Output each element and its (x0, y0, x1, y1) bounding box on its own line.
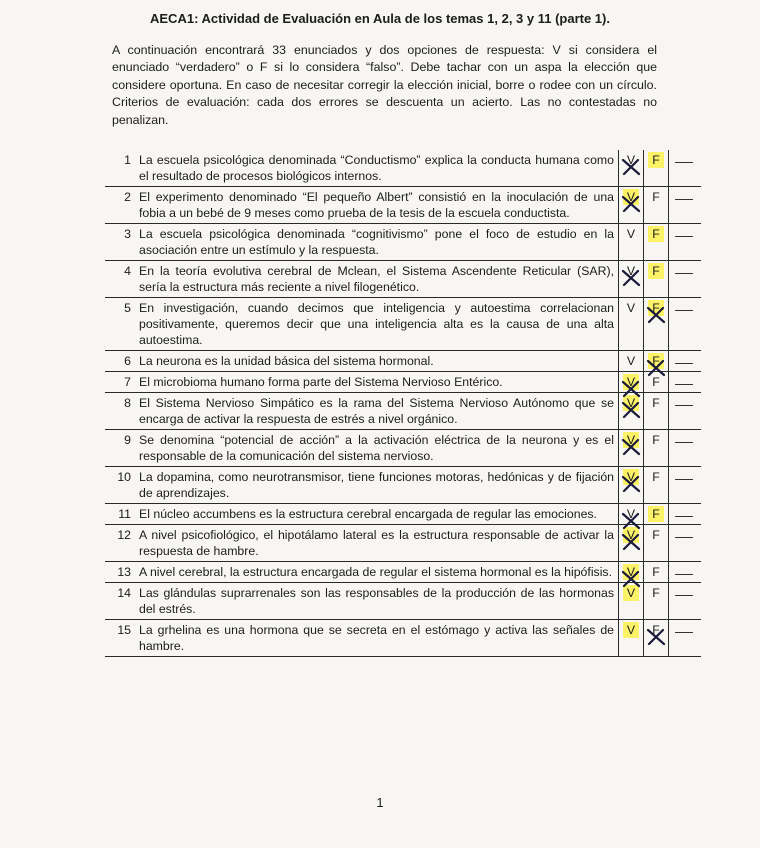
option-true-label: V (626, 301, 636, 315)
option-false-cell[interactable] (644, 583, 669, 620)
dash-mark-icon (675, 479, 693, 480)
option-true-label: V (623, 374, 639, 390)
correction-tick (669, 562, 702, 583)
option-true-cell[interactable] (619, 430, 644, 467)
question-statement: La escuela psicológica denominada “Conductismo” explica la conducta humana como el resultado de procesos biológicos internos. (135, 150, 619, 187)
question-row (105, 393, 701, 430)
question-number: 8 (124, 396, 131, 410)
option-false-label: F (648, 226, 664, 242)
option-false-label: F (652, 190, 660, 204)
option-false-label: F (648, 506, 664, 522)
option-false-cell[interactable] (644, 261, 669, 298)
question-number: 15 (117, 623, 131, 637)
correction-tick (669, 583, 702, 620)
correction-tick (669, 430, 702, 467)
question-number: 5 (124, 301, 131, 315)
question-row (105, 298, 701, 351)
dash-mark-icon (675, 236, 693, 237)
correction-tick (669, 261, 702, 298)
option-true-label: V (626, 153, 636, 167)
option-true-cell[interactable] (619, 525, 644, 562)
option-true-cell[interactable] (619, 372, 644, 393)
instructions-paragraph: A continuación encontrará 33 enunciados y dos opciones de respuesta: V si considera el enunciado “verdadero” o F si lo considera “falso”. Debe tachar con un aspa la elección que considere oportuna. En caso de necesitar corregir la elección inicial, borre o rodee con un círculo. Criterios de evaluación: cada dos errores se descuenta un acierto. Las no contestadas no penalizan. (112, 43, 657, 127)
option-true-label: V (623, 469, 639, 485)
question-statement: A nivel psicofiológico, el hipotálamo lateral es la estructura responsable de activar la respuesta de hambre. (135, 525, 619, 562)
question-number: 6 (124, 354, 131, 368)
option-false-label: F (652, 586, 660, 600)
option-true-label: V (623, 622, 639, 638)
dash-mark-icon (675, 537, 693, 538)
question-statement: Se denomina “potencial de acción” a la activación eléctrica de la neurona y es el responsable de la comunicación del sistema nervioso. (135, 430, 619, 467)
option-false-cell[interactable] (644, 187, 669, 224)
question-statement: La escuela psicológica denominada “cognitivismo” pone el foco de estudio en la asociación entre un estímulo y la respuesta. (135, 224, 619, 261)
question-row (105, 150, 701, 187)
option-true-cell[interactable] (619, 504, 644, 525)
option-true-label: V (623, 395, 639, 411)
dash-mark-icon (675, 384, 693, 385)
question-number: 13 (117, 565, 131, 579)
option-false-label: F (652, 396, 660, 410)
correction-tick (669, 150, 702, 187)
dash-mark-icon (675, 595, 693, 596)
dash-mark-icon (675, 442, 693, 443)
option-true-label: V (623, 432, 639, 448)
option-false-label: F (652, 433, 660, 447)
correction-tick (669, 393, 702, 430)
option-false-cell[interactable] (644, 430, 669, 467)
option-true-label: V (623, 564, 639, 580)
page-number: 1 (376, 795, 384, 810)
option-false-label: F (648, 263, 664, 279)
option-false-label: F (648, 300, 664, 316)
question-number: 3 (124, 227, 131, 241)
option-false-label: F (652, 565, 660, 579)
question-statement: La grhelina es una hormona que se secreta en el estómago y activa las señales de hambre. (135, 620, 619, 657)
question-number: 9 (124, 433, 131, 447)
question-number: 14 (117, 586, 131, 600)
option-false-label: F (652, 528, 660, 542)
question-statement: El experimento denominado “El pequeño Albert” consistió en la inoculación de una fobia a un bebé de 9 meses como prueba de la tesis de la escuela conductista. (135, 187, 619, 224)
option-true-cell[interactable] (619, 261, 644, 298)
dash-mark-icon (675, 273, 693, 274)
question-row (105, 525, 701, 562)
option-true-cell[interactable] (619, 187, 644, 224)
option-true-label: V (626, 354, 636, 368)
option-false-cell[interactable] (644, 525, 669, 562)
question-row (105, 562, 701, 583)
option-true-cell[interactable] (619, 351, 644, 372)
dash-mark-icon (675, 516, 693, 517)
option-false-cell[interactable] (644, 467, 669, 504)
question-row (105, 187, 701, 224)
correction-tick (669, 467, 702, 504)
question-row (105, 430, 701, 467)
correction-tick (669, 372, 702, 393)
question-row (105, 583, 701, 620)
option-true-label: V (623, 585, 639, 601)
option-false-cell[interactable] (644, 298, 669, 351)
option-true-cell[interactable] (619, 150, 644, 187)
correction-tick (669, 187, 702, 224)
option-false-cell[interactable] (644, 562, 669, 583)
option-false-label: F (648, 152, 664, 168)
option-false-label: F (648, 353, 664, 369)
option-true-cell[interactable] (619, 467, 644, 504)
option-false-label: F (652, 623, 660, 637)
option-false-cell[interactable] (644, 620, 669, 657)
question-number: 1 (124, 153, 131, 167)
question-number: 7 (124, 375, 131, 389)
correction-tick (669, 351, 702, 372)
question-row (105, 372, 701, 393)
correction-tick (669, 620, 702, 657)
option-true-label: V (626, 227, 636, 241)
question-statement: El microbioma humano forma parte del Sistema Nervioso Entérico. (135, 372, 619, 393)
question-statement: En investigación, cuando decimos que inteligencia y autoestima correlacionan positivamente, queremos decir que una inteligencia alta es la causa de una alta autoestima. (135, 298, 619, 351)
question-row (105, 224, 701, 261)
option-true-cell[interactable] (619, 620, 644, 657)
question-statement: A nivel cerebral, la estructura encargada de regular el sistema hormonal es la hipófisis. (135, 562, 619, 583)
questions-table (105, 150, 701, 657)
question-statement: El núcleo accumbens es la estructura cerebral encargada de regular las emociones. (135, 504, 619, 525)
question-row (105, 620, 701, 657)
dash-mark-icon (675, 310, 693, 311)
question-row (105, 351, 701, 372)
question-statement: Las glándulas suprarrenales son las responsables de la producción de las hormonas del estrés. (135, 583, 619, 620)
question-number: 11 (118, 507, 131, 521)
option-false-cell[interactable] (644, 150, 669, 187)
correction-tick (669, 525, 702, 562)
question-statement: La neurona es la unidad básica del sistema hormonal. (135, 351, 619, 372)
option-true-label: V (623, 527, 639, 543)
question-number: 10 (117, 470, 131, 484)
option-false-cell[interactable] (644, 504, 669, 525)
page-title: AECA1: Actividad de Evaluación en Aula de los temas 1, 2, 3 y 11 (parte 1). (150, 11, 610, 26)
dash-mark-icon (675, 405, 693, 406)
option-true-label: V (623, 189, 639, 205)
option-false-cell[interactable] (644, 224, 669, 261)
question-number: 12 (117, 528, 131, 542)
question-row (105, 504, 701, 525)
question-statement: El Sistema Nervioso Simpático es la rama del Sistema Nervioso Autónomo que se encarga de activar la respuesta de estrés a nivel orgánico. (135, 393, 619, 430)
question-statement: La dopamina, como neurotransmisor, tiene funciones motoras, hedónicas y de fijación de aprendizajes. (135, 467, 619, 504)
dash-mark-icon (675, 162, 693, 163)
option-false-cell[interactable] (644, 393, 669, 430)
option-false-label: F (652, 470, 660, 484)
question-number: 4 (124, 264, 131, 278)
question-row (105, 261, 701, 298)
option-true-label: V (626, 507, 636, 521)
correction-tick (669, 224, 702, 261)
option-false-cell[interactable] (644, 372, 669, 393)
option-true-cell[interactable] (619, 224, 644, 261)
question-number: 2 (124, 190, 131, 204)
dash-mark-icon (675, 574, 693, 575)
option-true-cell[interactable] (619, 298, 644, 351)
dash-mark-icon (675, 363, 693, 364)
option-true-cell[interactable] (619, 583, 644, 620)
option-false-cell[interactable] (644, 351, 669, 372)
correction-tick (669, 298, 702, 351)
dash-mark-icon (675, 199, 693, 200)
option-true-label: V (626, 264, 636, 278)
option-false-label: F (652, 375, 660, 389)
option-true-cell[interactable] (619, 393, 644, 430)
question-statement: En la teoría evolutiva cerebral de Mclean, el Sistema Ascendente Reticular (SAR), sería la estructura más reciente a nivel filogenético. (135, 261, 619, 298)
question-row (105, 467, 701, 504)
option-true-cell[interactable] (619, 562, 644, 583)
correction-tick (669, 504, 702, 525)
dash-mark-icon (675, 632, 693, 633)
